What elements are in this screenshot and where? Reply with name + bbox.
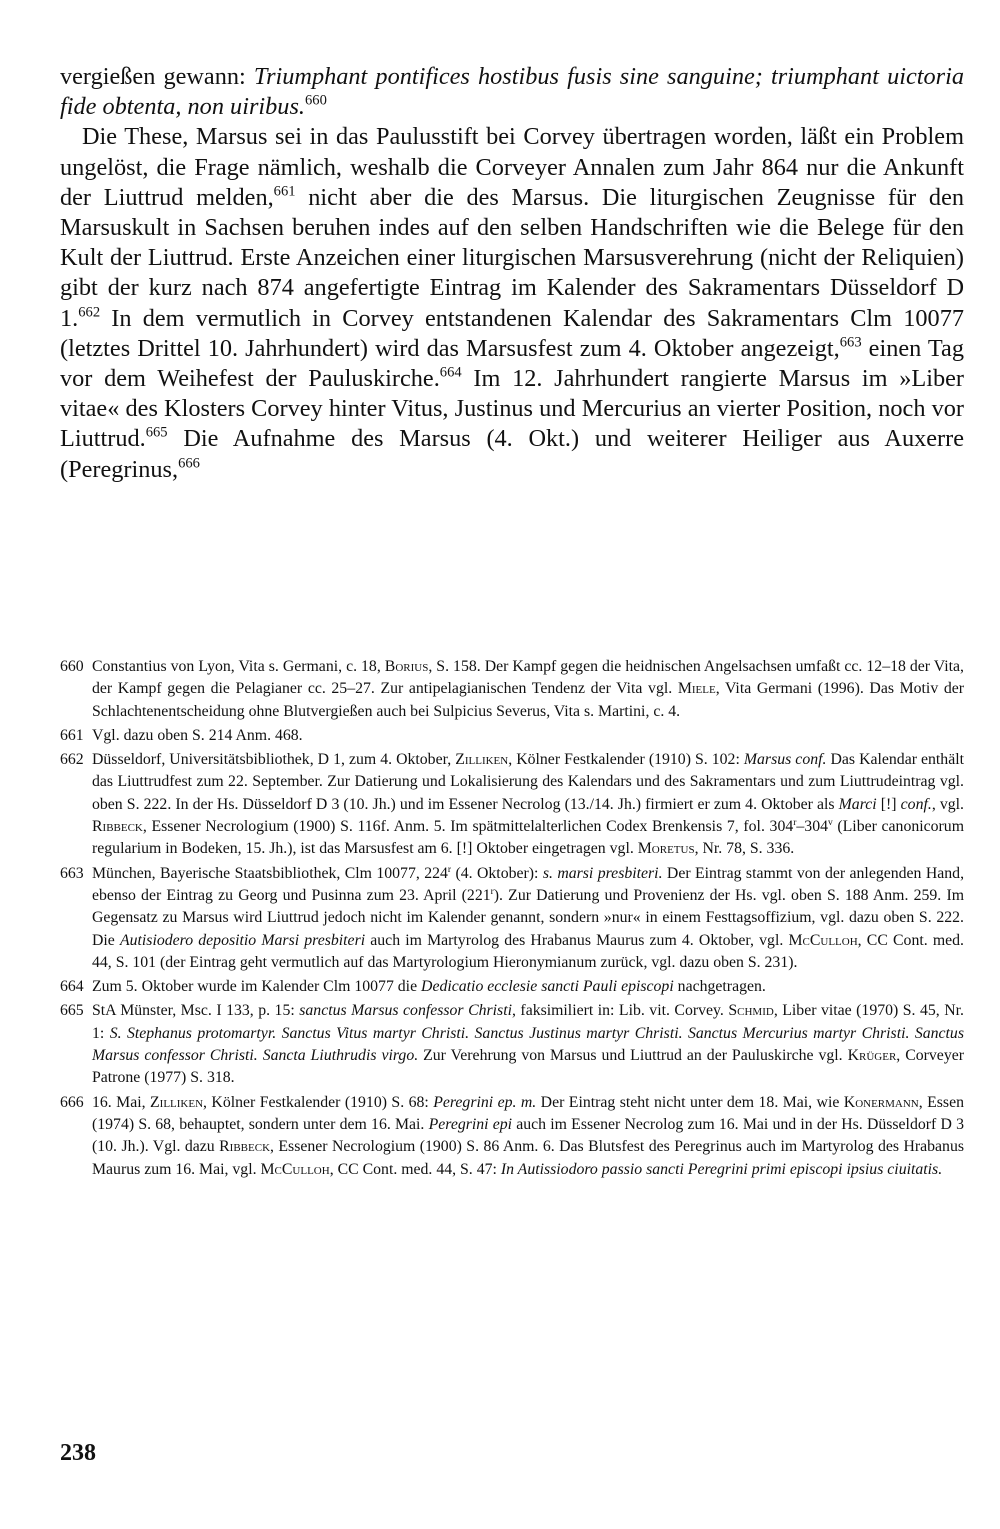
- footnote-text: StA Münster, Msc. I 133, p. 15: sanctus Marsus confessor Christi, faksimiliert in: Lib. vit. Corvey. Schmid, Liber vitae (1970) S. 45, Nr. 1: S. Stephanus protomartyr. Sanctus Vitus martyr Christi. Sanctus Justinus martyr Christi. Sanctus Mercurius martyr Christi. Sanctus Marsus confessor Christi. Sancta Liuthrudis virgo. Zur Verehrung von Marsus und Liuttrud an der Pauluskirche vgl. Krüger, Corveyer Patrone (1977) S. 318.: [92, 1002, 964, 1087]
- author-name: Miele: [677, 680, 716, 698]
- author-name: McCulloh: [260, 1160, 330, 1178]
- footnote-number: 662: [60, 751, 84, 769]
- footnote-text: 16. Mai, Zilliken, Kölner Festkalender (1910) S. 68: Peregrini ep. m. Der Eintrag steht nicht unter dem 18. Mai, wie Konermann, Essen (1974) S. 68, behauptet, sondern unter dem 16. Mai. Peregrini epi auch im Essener Necrolog zum 16. Mai und in der Hs. Düsseldorf D 3 (10. Jh.). Vgl. dazu Ribbeck, Essener Necrologium (1900) S. 86 Anm. 6. Das Blutsfest des Peregrinus auch im Martyrolog des Hrabanus Maurus zum 16. Mai, vgl. McCulloh, CC Cont. med. 44, S. 47: In Autissiodoro passio sancti Peregrini primi episcopi ipsius ciuitatis.: [92, 1093, 964, 1178]
- author-name: Zilliken: [150, 1093, 204, 1111]
- footnote-ref-663[interactable]: 663: [839, 334, 862, 351]
- footnote-ref-666[interactable]: 666: [178, 455, 200, 472]
- text-run: In dem vermutlich in Corvey entstandenen Kalendar des Sakramentars Clm 10077 (letztes Drittel 10. Jahrhundert) wird das Marsusfest zum 4. Oktober angezeigt,: [60, 304, 964, 362]
- author-name: Krüger: [847, 1047, 897, 1065]
- footnote-text: Constantius von Lyon, Vita s. Germani, c. 18, Borius, S. 158. Der Kampf gegen die heidnischen Angelsachsen umfaßt cc. 12–18 der Vita, der Kampf gegen die Pelagianer cc. 25–27. Zur antipelagianischen Tendenz der Vita vgl. Miele, Vita Germani (1996). Das Motiv der Schlachtenentscheidung ohne Blutvergießen auch bei Sulpicius Severus, Vita s. Martini, c. 4.: [92, 658, 965, 720]
- footnote-number: 661: [60, 726, 84, 744]
- footnote-ref-664[interactable]: 664: [439, 364, 462, 381]
- footnote-ref-662[interactable]: 662: [78, 304, 101, 321]
- footnote-text: Vgl. dazu oben S. 214 Anm. 468.: [92, 726, 303, 744]
- footnotes: [60, 656, 964, 1183]
- footnote-number: 660: [60, 658, 84, 675]
- text-run: vergießen gewann:: [60, 63, 254, 90]
- footnote-text: Düsseldorf, Universitätsbibliothek, D 1, zum 4. Oktober, Zilliken, Kölner Festkalender (1910) S. 102: Marsus conf. Das Kalendar enthält das Liuttrudfest zum 22. September. Zur Datierung und Lokalisierung des Kalendars und des Sakramentars und zum Liuttrudeintrag vgl. oben S. 222. In der Hs. Düsseldorf D 3 (10. Jh.) und im Essener Necrolog (13./14. Jh.) firmiert er zum 4. Oktober als Marci [!] conf., vgl. Ribbeck, Essener Necrologium (1900) S. 116f. Anm. 5. Im spätmittelalterlichen Codex Brenkensis 7, fol. 304$^r$–304$^v$ (Liber canonicorum regularium in Bodeken, 15. Jh.), ist das Marsusfest am 6. [!] Oktober eingetragen vgl. Moretus, Nr. 78, S. 336.: [92, 751, 964, 858]
- footnote-665: [60, 1000, 964, 1089]
- footnote-number: 666: [60, 1093, 84, 1111]
- author-name: Konermann: [843, 1093, 919, 1111]
- footnote-661: [60, 725, 964, 747]
- footnote-number: 664: [60, 978, 84, 996]
- footnote-662: [60, 749, 964, 860]
- author-name: Schmid: [728, 1002, 774, 1020]
- text-run: Die These, Marsus sei in das Paulusstift bei Corvey übertragen worden, läßt ein Problem ungelöst, die Frage nämlich, weshalb die Corveyer Annalen zum Jahr 864 nur die Ankunft der Liuttrud melden,: [60, 123, 964, 211]
- footnote-664: [60, 976, 964, 998]
- author-name: Ribbeck: [219, 1138, 271, 1156]
- footnote-number: 665: [60, 1002, 84, 1020]
- footnote-ref-665[interactable]: 665: [145, 424, 168, 441]
- text-run: einen Tag vor dem Weihefest der Pauluskirche.: [60, 334, 964, 393]
- author-name: McCulloh: [788, 931, 858, 949]
- author-name: Ribbeck: [92, 818, 143, 836]
- footnote-text: München, Bayerische Staatsbibliothek, Clm 10077, 224$^r$ (4. Oktober): s. marsi presbiteri. Der Eintrag stammt von der anlegenden Hand, ebenso der Eintrag zu Georg und Pusinna zum 23. April (221$^r$). Zur Datierung und Provenienz der Hs. vgl. oben S. 188 Anm. 259. Im Gegensatz zu Marsus wird Liuttrud jedoch nicht im Kalender genannt, sondern »nur« in einem Festtagsoffizium, vgl. dazu oben S. 222. Die Autisiodero depositio Marsi presbiteri auch im Martyrolog des Hrabanus Maurus zum 4. Oktober, vgl. McCulloh, CC Cont. med. 44, S. 101 (der Eintrag geht vermutlich auf das Martyrologium Hieronymianum zurück, vgl. dazu oben S. 231).: [92, 864, 965, 971]
- footnote-number: 663: [60, 864, 84, 882]
- paragraph-main: [60, 122, 964, 484]
- text-run: nicht aber die des Marsus. Die liturgischen Zeugnisse für den Marsuskult in Sachsen beruhen indes auf den selben Handschriften wie die Belege für den Kult der Liuttrud. Erste Anzeichen einer liturgischen Marsusverehrung (nicht der Reliquien) gibt der kurz nach 874 angefertigte Eintrag im Kalender des Sakramentars Düsseldorf D 1.: [60, 183, 964, 332]
- page-number: 238: [60, 1440, 96, 1466]
- author-name: Borius: [384, 658, 429, 675]
- text-run: Die Aufnahme des Marsus (4. Okt.) und weiterer Heiliger aus Auxerre (Peregrinus,: [60, 425, 964, 483]
- footnote-text: Zum 5. Oktober wurde im Kalender Clm 10077 die Dedicatio ecclesie sancti Pauli episcopi nachgetragen.: [92, 978, 766, 996]
- footnote-666: [60, 1092, 964, 1181]
- text-run: Im 12. Jahrhundert rangierte Marsus im »Liber vitae« des Klosters Corvey hinter Vitus, Justinus und Mercurius an vierter Position, noch vor Liuttrud.: [60, 365, 964, 453]
- author-name: Moretus: [637, 840, 695, 858]
- main-text: [60, 62, 964, 485]
- footnote-ref-661[interactable]: 661: [273, 183, 296, 200]
- footnote-660: [60, 656, 964, 723]
- paragraph-continued: [60, 62, 964, 122]
- footnote-ref-660[interactable]: 660: [305, 92, 327, 109]
- latin-quote: Triumphant pontifices hostibus fusis sine sanguine; triumphant uictoria fide obtenta, non uiribus.: [60, 63, 964, 121]
- author-name: Zilliken: [455, 751, 509, 769]
- footnote-663: [60, 863, 964, 974]
